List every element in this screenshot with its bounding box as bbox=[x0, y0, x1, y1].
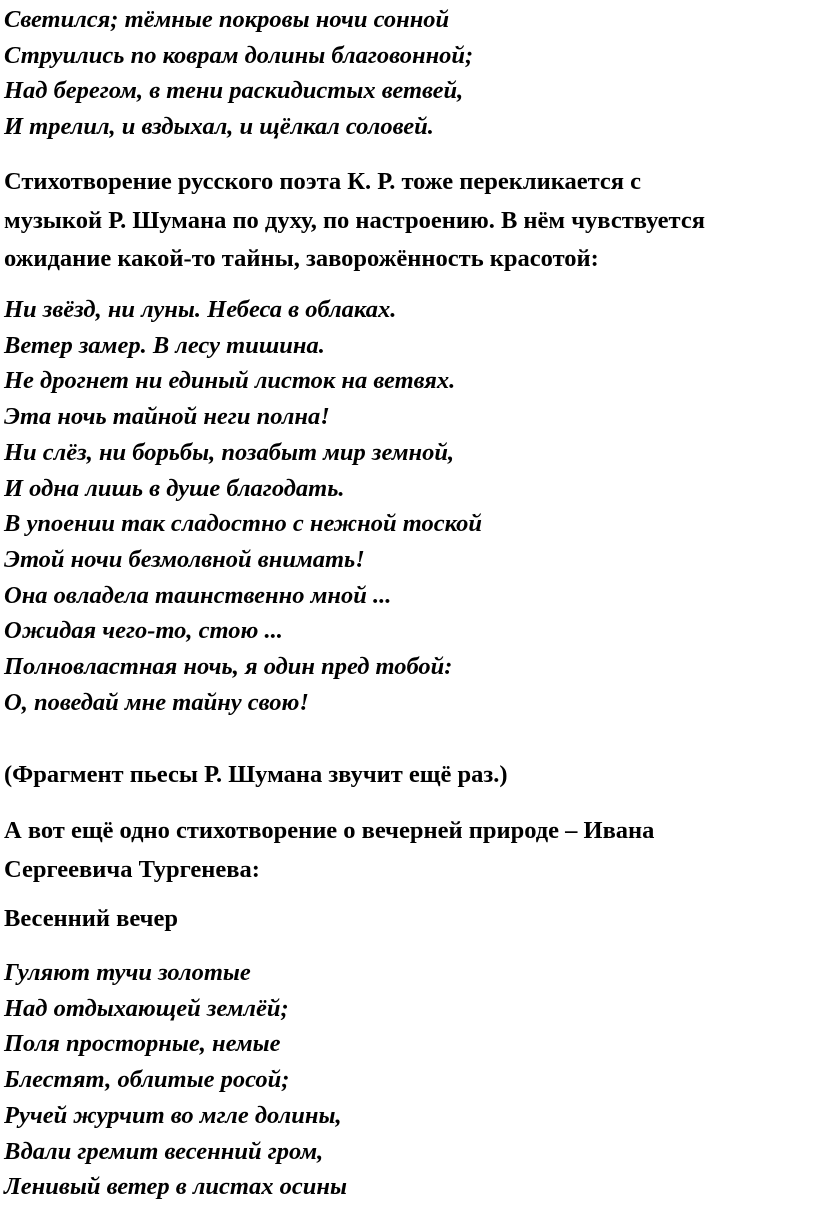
stage-note-text: (Фрагмент пьесы Р. Шумана звучит ещё раз.) bbox=[4, 761, 508, 788]
poem-line: Эта ночь тайной неги полна! bbox=[4, 403, 330, 431]
poem-turgenev bbox=[4, 955, 347, 1205]
poem-line: Не дрогнет ни единый листок на ветвях. bbox=[4, 367, 456, 395]
poem-line: В упоении так сладостно с нежной тоской bbox=[4, 510, 482, 538]
poem-line: И трелил, и вздыхал, и щёлкал соловей. bbox=[4, 113, 434, 141]
poem-line: И одна лишь в душе благодать. bbox=[4, 474, 345, 502]
paragraph-kr-intro bbox=[4, 163, 705, 279]
paragraph-line: Сергеевича Тургенева: bbox=[4, 855, 260, 883]
poem-kr bbox=[4, 292, 482, 720]
poem-line: Струились по коврам долины благовонной; bbox=[4, 41, 474, 69]
poem-line: Ожидая чего-то, стою ... bbox=[4, 617, 283, 645]
poem-line: Над отдыхающей землёй; bbox=[4, 994, 289, 1022]
poem-line: Ленивый ветер в листах осины bbox=[4, 1173, 347, 1201]
paragraph-line: А вот ещё одно стихотворение о вечерней природе – Ивана bbox=[4, 817, 655, 844]
poem-line: Светился; тёмные покровы ночи сонной bbox=[4, 6, 450, 33]
stage-note bbox=[4, 756, 507, 795]
poem-line: Она овладела таинственно мной ... bbox=[4, 581, 392, 609]
paragraph-line: Стихотворение русского поэта К. Р. тоже перекликается с bbox=[4, 168, 642, 195]
paragraph-turgenev-intro bbox=[4, 812, 654, 889]
poem-line: Ни звёзд, ни луны. Небеса в облаках. bbox=[4, 296, 397, 323]
poem-line: Над берегом, в тени раскидистых ветвей, bbox=[4, 77, 464, 105]
poem-line: Этой ночи безмолвной внимать! bbox=[4, 545, 365, 573]
paragraph-line: ожидание какой-то тайны, заворожённость красотой: bbox=[4, 245, 599, 272]
poem-line: Вдали гремит весенний гром, bbox=[4, 1137, 324, 1165]
poem-line: Поля просторные, немые bbox=[4, 1030, 281, 1058]
poem-title-text: Весенний вечер bbox=[4, 905, 178, 932]
paragraph-line: музыкой Р. Шумана по духу, по настроению. В нём чувствуется bbox=[4, 206, 705, 234]
poem-line: Блестят, облитые росой; bbox=[4, 1066, 290, 1094]
poem-line: О, поведай мне тайну свою! bbox=[4, 688, 309, 716]
poem-fragment-end bbox=[4, 2, 473, 145]
poem-line: Гуляют тучи золотые bbox=[4, 959, 251, 986]
poem-line: Ручей журчит во мгле долины, bbox=[4, 1101, 342, 1129]
poem-line: Ни слёз, ни борьбы, позабыт мир земной, bbox=[4, 438, 455, 466]
poem-line: Полновластная ночь, я один пред тобой: bbox=[4, 653, 453, 681]
poem-line: Ветер замер. В лесу тишина. bbox=[4, 331, 325, 359]
poem-title bbox=[4, 900, 178, 939]
